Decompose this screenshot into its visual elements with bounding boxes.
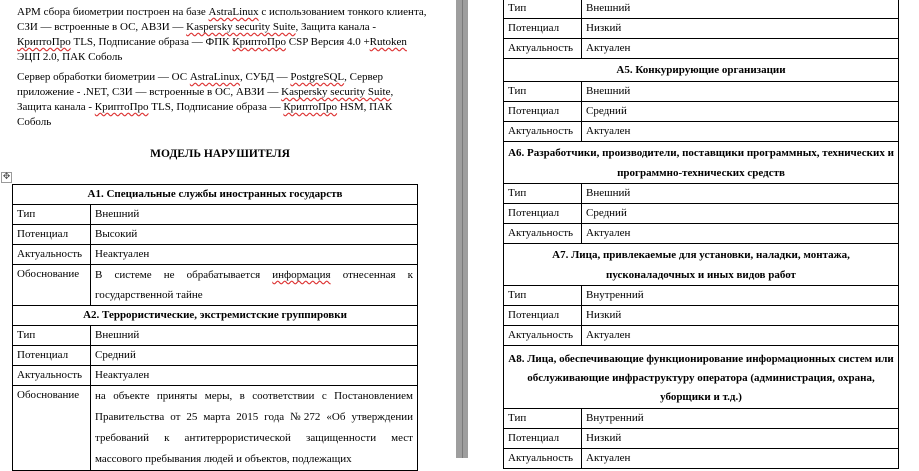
table-row [13,185,418,205]
spellcheck-word: КриптоПро [232,36,286,48]
table-row [504,82,899,102]
row-label: Актуальность [504,39,582,59]
section-title-a1: А1. Специальные службы иностранных государств [13,185,418,205]
row-value: Внутренний [582,286,899,306]
text-run: HSM, ПАК Соболь [17,101,393,128]
row-value: Средний [582,204,899,224]
table-row [504,184,899,204]
row-label: Актуальность [504,326,582,346]
row-label: Тип [504,286,582,306]
section-title-a5: А5. Конкурирующие организации [504,59,899,82]
text-run: , СУБД — [239,71,291,83]
row-value: Актуален [582,224,899,244]
document-page-left [0,0,456,465]
intro-paragraph-arm [17,5,427,65]
table-row [13,366,418,386]
spellcheck-word: PostgreSQL [290,71,345,83]
row-label: Потенциал [504,19,582,39]
section-title-a8: А8. Лица, обеспечивающие функционирование информационных систем или обслуживающие инфраструктуру оператора (администрация, охрана, уборщики и т.д.) [504,346,899,409]
row-value: Средний [91,346,418,366]
spellcheck-word: информация [272,269,331,281]
table-row [504,0,899,19]
text-run: TLS, Подписание образа — ФПК [70,36,233,48]
row-label: Потенциал [504,306,582,326]
table-row [504,142,899,184]
spellcheck-word: Rutoken [369,36,407,48]
table-move-handle-icon[interactable]: ✥ [2,172,11,182]
spellcheck-word: AstraLinux [189,71,240,83]
text-run: АРМ сбора биометрии построен на базе [17,6,209,18]
row-value: Актуален [582,449,899,469]
table-row [13,346,418,366]
row-label: Актуальность [504,224,582,244]
row-label: Актуальность [13,366,91,386]
row-label: Обоснование [13,386,91,471]
row-value: Актуален [582,39,899,59]
row-value: Средний [582,102,899,122]
row-label: Потенциал [504,102,582,122]
spellcheck-word: Kaspersky security Suite [186,21,296,33]
row-label: Потенциал [13,346,91,366]
table-row [13,306,418,326]
table-row [504,224,899,244]
row-label: Актуальность [504,449,582,469]
table-row [504,19,899,39]
row-value-reason [91,265,418,306]
intro-paragraph-server [17,70,427,130]
text-run: В системе не обрабатывается [95,269,273,281]
table-row [504,449,899,469]
row-value: Актуален [582,326,899,346]
row-value: Внешний [582,0,899,19]
row-value: Неактуален [91,245,418,265]
row-value: Высокий [91,225,418,245]
row-value: Внешний [582,184,899,204]
row-value: Низкий [582,306,899,326]
spellcheck-word: Kaspersky security Suite [281,86,391,98]
text-run: , Защита канала - [295,21,377,33]
text-run: CSP Версия 4.0 + [285,36,370,48]
row-label: Тип [504,0,582,19]
table-row [13,326,418,346]
table-row [504,102,899,122]
row-label: Тип [504,82,582,102]
row-label: Тип [13,326,91,346]
intruder-table-left [12,184,418,471]
text-run: отнесенная к государственной тайне [95,269,413,301]
table-row [504,122,899,142]
section-title-a7: А7. Лица, привлекаемые для установки, наладки, монтажа, пусконаладочных и иных видов работ [504,244,899,286]
table-row [504,429,899,449]
text-run: Сервер обработки биометрии — ОС [17,71,190,83]
row-label: Актуальность [13,245,91,265]
table-row [13,225,418,245]
table-row [504,59,899,82]
row-label: Актуальность [504,122,582,142]
table-row [13,386,418,471]
row-value: Актуален [582,122,899,142]
table-row [504,346,899,409]
table-row [504,286,899,306]
intruder-table-right [503,0,899,469]
text-run: , Сервер приложение - .NET, СЗИ — встроенные в ОС, АВЗИ — [17,71,383,98]
text-run: ЭЦП 2.0, ПАК Соболь [17,51,123,63]
row-label: Обоснование [13,265,91,306]
row-value: Внешний [91,326,418,346]
row-value: Внешний [582,82,899,102]
table-row [504,306,899,326]
row-label: Тип [13,205,91,225]
spellcheck-word: AstraLinux [208,6,259,18]
document-page-right [468,0,919,464]
row-value: Неактуален [91,366,418,386]
row-value: Внешний [91,205,418,225]
table-row [504,409,899,429]
table-row [504,326,899,346]
row-label: Потенциал [504,429,582,449]
spellcheck-word: КриптоПро [283,101,338,113]
text-run: , Защита канала - [17,86,394,113]
text-run: TLS, Подписание образа — [148,101,284,113]
row-value-reason: на объекте приняты меры, в соответствии с Постановлением Правительства от 25 марта 2015 года №272 «Об утверждении требований к антитеррористической защищенности мест массового пребывания людей и объектов, подлежащих [91,386,418,471]
table-row [13,205,418,225]
table-row [504,244,899,286]
table-row [504,204,899,224]
table-row [504,39,899,59]
section-heading: МОДЕЛЬ НАРУШИТЕЛЯ [150,148,290,160]
table-row [13,265,418,306]
spellcheck-word: КриптоПро [17,36,71,48]
text-run: с использованием тонкого клиента, СЗИ — встроенные в ОС, АВЗИ — [17,6,427,33]
section-title-a6: А6. Разработчики, производители, поставщики программных, технических и программно-технических средств [504,142,899,184]
spellcheck-word: КриптоПро [94,101,149,113]
row-value: Внутренний [582,409,899,429]
row-value: Низкий [582,429,899,449]
row-label: Тип [504,409,582,429]
section-title-a2: А2. Террористические, экстремистские группировки [13,306,418,326]
row-value: Низкий [582,19,899,39]
table-row [13,245,418,265]
page-divider [462,0,463,458]
row-label: Потенциал [504,204,582,224]
row-label: Тип [504,184,582,204]
row-label: Потенциал [13,225,91,245]
